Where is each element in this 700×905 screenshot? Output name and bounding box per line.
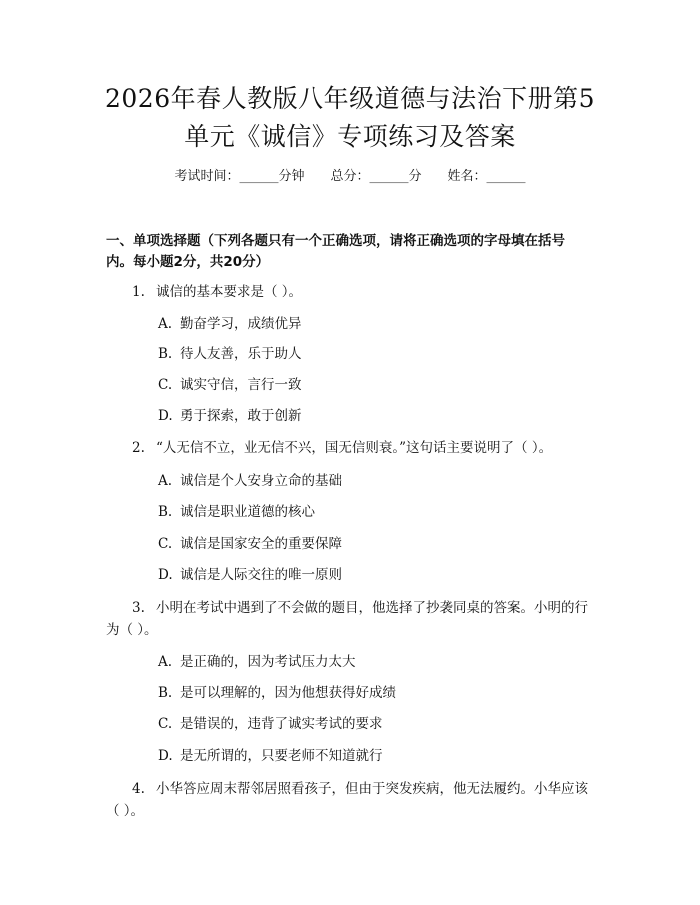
option-text: 是无所谓的，只要老师不知道就行	[180, 748, 383, 764]
question-number: 3.	[132, 600, 145, 616]
option-letter: D.	[158, 408, 173, 424]
option-letter: A.	[158, 473, 173, 489]
question-stem: “人无信不立，业无信不兴，国无信则衰。”这句话主要说明了（ ）。	[156, 440, 553, 456]
option-letter: C.	[158, 377, 173, 393]
question-2	[106, 437, 596, 459]
exam-time-field: 考试时间：______分钟	[174, 169, 305, 184]
question-1	[106, 281, 596, 303]
option-text: 诚信是个人安身立命的基础	[180, 473, 342, 489]
question-3-option-b	[158, 683, 396, 703]
question-2-option-c	[158, 534, 342, 554]
question-3-option-c	[158, 714, 383, 734]
question-number: 2.	[132, 440, 145, 456]
question-4	[106, 778, 596, 822]
option-letter: C.	[158, 716, 173, 732]
question-2-option-a	[158, 471, 342, 491]
option-text: 诚信是国家安全的重要保障	[180, 536, 342, 552]
question-stem-line-1: 小明在考试中遇到了不会做的题目，他选择了抄袭同桌的答案。小明的行	[156, 600, 588, 616]
option-text: 诚信是人际交往的唯一原则	[180, 567, 342, 583]
exam-info	[0, 168, 700, 186]
question-3	[106, 597, 596, 641]
option-letter: A.	[158, 654, 173, 670]
document-title-line-1: 2026年春人教版八年级道德与法治下册第5	[104, 84, 596, 113]
question-1-option-d	[158, 406, 302, 426]
question-stem-line-2: （ ）。	[106, 803, 145, 819]
section-heading	[106, 231, 596, 273]
question-1-option-a	[158, 314, 302, 334]
total-score-field: 总分：______分	[330, 169, 422, 184]
question-3-option-d	[158, 746, 383, 766]
option-letter: D.	[158, 748, 173, 764]
option-text: 勤奋学习，成绩优异	[180, 316, 302, 332]
document-title-line-2: 单元《诚信》专项练习及答案	[184, 122, 516, 151]
option-text: 是正确的，因为考试压力太大	[180, 654, 356, 670]
question-stem-line-2: 为（ ）。	[106, 622, 158, 638]
option-text: 是可以理解的，因为他想获得好成绩	[180, 685, 396, 701]
option-text: 是错误的，违背了诚实考试的要求	[180, 716, 383, 732]
option-letter: B.	[158, 346, 173, 362]
question-2-option-d	[158, 565, 342, 585]
option-letter: C.	[158, 536, 173, 552]
option-text: 诚信是职业道德的核心	[180, 504, 315, 520]
question-2-option-b	[158, 502, 315, 522]
option-letter: D.	[158, 567, 173, 583]
option-text: 待人友善，乐于助人	[180, 346, 302, 362]
question-1-option-c	[158, 375, 302, 395]
section-heading-line-1: 一、单项选择题（下列各题只有一个正确选项，请将正确选项的字母填在括号	[106, 233, 565, 249]
student-name-field: 姓名：______	[447, 169, 526, 184]
question-number: 1.	[132, 284, 145, 300]
question-stem: 诚信的基本要求是（ ）。	[156, 284, 303, 300]
option-text: 诚实守信，言行一致	[180, 377, 302, 393]
option-letter: B.	[158, 685, 173, 701]
section-heading-line-2: 内。每小题2分，共20分）	[106, 254, 270, 270]
option-letter: B.	[158, 504, 173, 520]
option-letter: A.	[158, 316, 173, 332]
question-1-option-b	[158, 344, 302, 364]
option-text: 勇于探索，敢于创新	[180, 408, 302, 424]
question-stem-line-1: 小华答应周末帮邻居照看孩子，但由于突发疾病，他无法履约。小华应该	[156, 781, 588, 797]
question-number: 4.	[132, 781, 145, 797]
question-3-option-a	[158, 652, 356, 672]
